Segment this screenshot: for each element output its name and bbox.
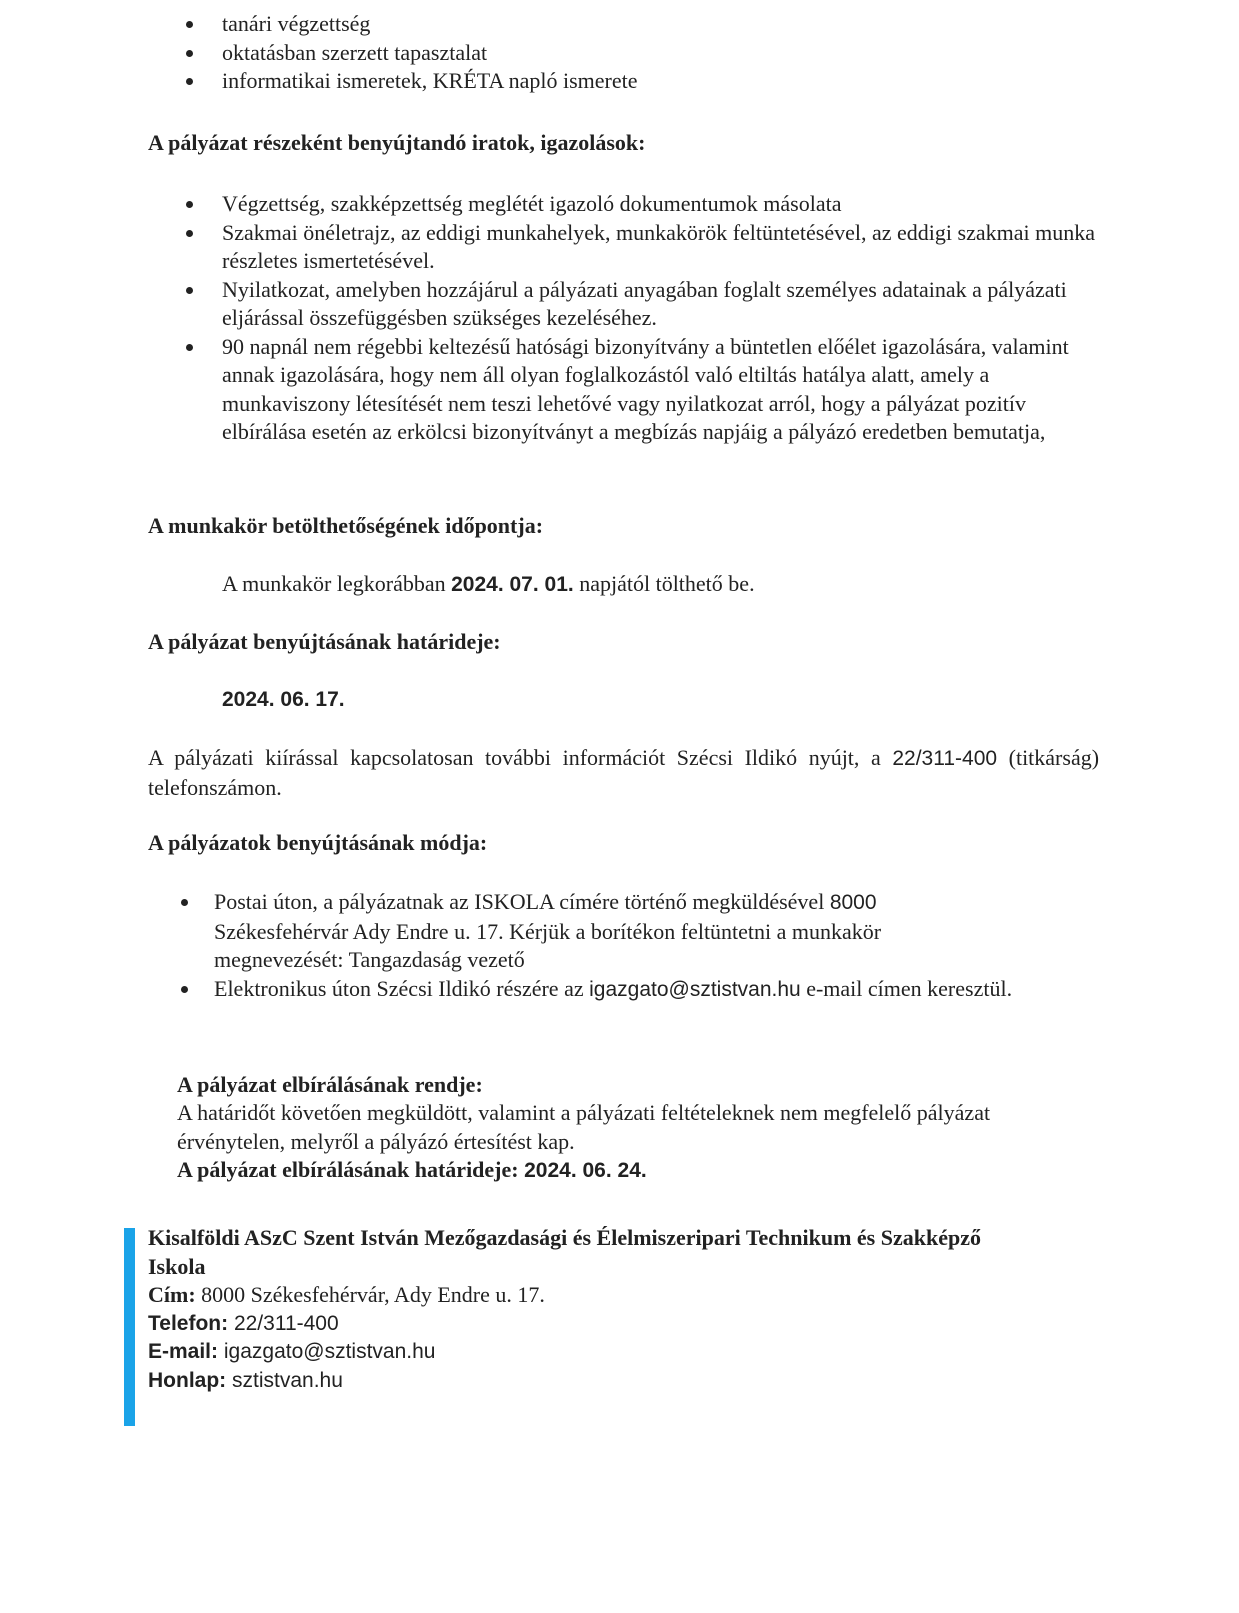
- postal-zip: 8000: [829, 891, 877, 914]
- bullet-icon: [181, 986, 188, 993]
- phone-label: Telefon:: [148, 1311, 229, 1335]
- list-item-text: 90 napnál nem régebbi keltezésű hatósági bizonyítvány a büntetlen előélet igazolására, valamint annak igazolására, hogy nem áll olyan foglalkozástól való eltiltás hatálya alatt, amely a munkaviszony létesítését nem teszi lehetővé vagy nyilatkozat arról, hogy a pályázat pozitív elbírálása esetén az erkölcsi bizonyítványt a megbízás napjáig a pályázó eredetben bemutatja,: [222, 333, 1069, 444]
- info-text-before: A pályázati kiírással kapcsolatosan további információt Szécsi Ildikó nyújt, a: [148, 745, 881, 770]
- list-item-text: informatikai ismeretek, KRÉTA napló ismerete: [222, 68, 638, 93]
- bullet-icon: [186, 50, 193, 57]
- contact-web-row: [148, 1367, 1008, 1396]
- contact-accent-bar: [124, 1228, 135, 1426]
- bullet-icon: [186, 78, 193, 85]
- bullet-icon: [186, 21, 193, 28]
- documents-heading: A pályázat részeként benyújtandó iratok, igazolások:: [148, 130, 646, 155]
- evaluation-heading: A pályázat elbírálásának rendje:: [177, 1072, 483, 1097]
- list-item: [222, 333, 1102, 447]
- list-item: [214, 975, 1099, 1005]
- web-link[interactable]: sztistvan.hu: [232, 1368, 343, 1392]
- address-label: Cím:: [148, 1282, 196, 1307]
- info-text-after: (titkárság) telefonszámon.: [148, 745, 1100, 800]
- start-date: 2024. 07. 01.: [451, 573, 574, 596]
- bullet-icon: [186, 230, 193, 237]
- submission-heading: A pályázatok benyújtásának módja:: [148, 830, 488, 855]
- organization-name: Kisalföldi ASzC Szent István Mezőgazdasági és Élelmiszeripari Technikum és Szakképző Iskola: [148, 1225, 981, 1279]
- evaluation-deadline-label: A pályázat elbírálásának határideje:: [177, 1157, 519, 1182]
- deadline-date: 2024. 06. 17.: [222, 688, 345, 711]
- address-value: 8000 Székesfehérvár, Ady Endre u. 17.: [201, 1282, 545, 1307]
- list-item: [222, 10, 1102, 39]
- documents-list: [222, 190, 1102, 447]
- postal-text-after: Székesfehérvár Ady Endre u. 17. Kérjük a borítékon feltüntetni a munkakör megnevezését: Tangazdaság vezető: [214, 918, 882, 972]
- electronic-email: igazgato@sztistvan.hu: [589, 977, 801, 1001]
- list-item: [222, 190, 1102, 219]
- submission-list: [214, 888, 1099, 1004]
- evaluation-text: A határidőt követően megküldött, valamint a pályázati feltételeknek nem megfelelő pályázat érvénytelen, melyről a pályázó értesítést kap.: [177, 1100, 991, 1154]
- email-label: E-mail:: [148, 1340, 219, 1363]
- bullet-icon: [186, 344, 193, 351]
- contact-email-row: [148, 1338, 1008, 1367]
- list-item: [222, 219, 1102, 276]
- web-label: Honlap:: [148, 1368, 227, 1392]
- electronic-text-after: e-mail címen keresztül.: [806, 975, 1013, 1001]
- bullet-icon: [186, 201, 193, 208]
- list-item-text: Nyilatkozat, amelyben hozzájárul a pályázati anyagában foglalt személyes adatainak a pályázati eljárással összefüggésben szükséges kezeléséhez.: [222, 276, 1067, 330]
- requirements-list: [222, 10, 1102, 96]
- postal-text-before: Postai úton, a pályázatnak az ISKOLA címére történő megküldésével: [214, 889, 825, 914]
- list-item-text: oktatásban szerzett tapasztalat: [222, 39, 488, 65]
- list-item: [222, 39, 1102, 68]
- evaluation-deadline-date: 2024. 06. 24.: [524, 1159, 647, 1182]
- deadline-heading: A pályázat benyújtásának határideje:: [148, 629, 501, 654]
- start-text-after: napjától tölthető be.: [579, 571, 755, 596]
- phone-value: 22/311-400: [233, 1311, 339, 1335]
- list-item: [222, 276, 1102, 333]
- evaluation-deadline: [177, 1156, 647, 1186]
- start-text-before: A munkakör legkorábban: [222, 571, 446, 596]
- list-item-text: tanári végzettség: [222, 11, 371, 36]
- email-link[interactable]: igazgato@sztistvan.hu: [223, 1340, 436, 1363]
- list-item: [222, 67, 1102, 96]
- info-paragraph: [148, 744, 1099, 802]
- contact-phone-row: [148, 1310, 1008, 1339]
- contact-block: [148, 1224, 1008, 1395]
- list-item-text: Végzettség, szakképzettség meglétét igazoló dokumentumok másolata: [222, 191, 842, 216]
- bullet-icon: [181, 899, 188, 906]
- info-phone: 22/311-400: [892, 747, 998, 770]
- contact-address-row: [148, 1281, 1008, 1310]
- start-date-text: [222, 570, 755, 600]
- list-item-text: Szakmai önéletrajz, az eddigi munkahelyek, munkakörök feltüntetésével, az eddigi szakmai munka részletes ismertetésével.: [222, 219, 1095, 273]
- start-date-heading: A munkakör betölthetőségének időpontja:: [148, 513, 544, 538]
- bullet-icon: [186, 287, 193, 294]
- electronic-text-before: Elektronikus úton Szécsi Ildikó részére az: [214, 975, 584, 1001]
- list-item: [214, 888, 974, 975]
